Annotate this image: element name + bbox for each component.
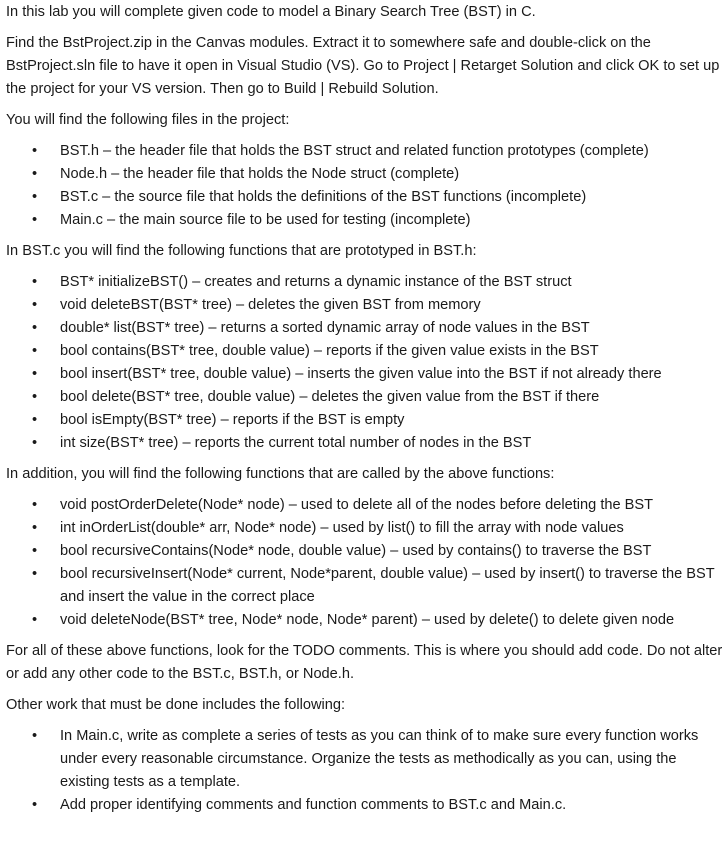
files-intro: You will find the following files in the project: [6,112,290,128]
files-list [6,140,723,232]
list-item: • bool recursiveContains(Node* node, double value) – used by contains() to traverse the BST [6,540,723,563]
list-item: • BST.h – the header file that holds the BST struct and related function prototypes (complete) [6,140,723,163]
todo-paragraph: For all of these above functions, look for the TODO comments. This is where you should add code. Do not alter or add any other code to the BST.c, BST.h, or Node.h. [6,643,723,682]
helpers-list [6,494,723,632]
list-item: • Add proper identifying comments and function comments to BST.c and Main.c. [6,794,723,817]
list-item: • BST.c – the source file that holds the definitions of the BST functions (incomplete) [6,186,723,209]
list-item: • bool insert(BST* tree, double value) – inserts the given value into the BST if not already there [6,363,723,386]
list-item: • bool isEmpty(BST* tree) – reports if the BST is empty [6,409,723,432]
list-item: • void postOrderDelete(Node* node) – used to delete all of the nodes before deleting the BST [6,494,723,517]
list-item: • int inOrderList(double* arr, Node* node) – used by list() to fill the array with node values [6,517,723,540]
intro-paragraph: In this lab you will complete given code to model a Binary Search Tree (BST) in C. [6,4,536,20]
functions-intro: In BST.c you will find the following functions that are prototyped in BST.h: [6,243,477,259]
helpers-intro: In addition, you will find the following functions that are called by the above functions: [6,466,555,482]
other-intro: Other work that must be done includes the following: [6,697,346,713]
other-list [6,725,723,817]
setup-paragraph: Find the BstProject.zip in the Canvas modules. Extract it to somewhere safe and double-click on the BstProject.sln file to have it open in Visual Studio (VS). Go to Project | Retarget Solution and click OK to set up the project for your VS version. Then go to Build | Rebuild Solution. [6,35,720,97]
list-item: • int size(BST* tree) – reports the current total number of nodes in the BST [6,432,723,455]
list-item: • In Main.c, write as complete a series of tests as you can think of to make sure every function works under every reasonable circumstance. Organize the tests as methodically as you can, using the existing tests as a template. [6,725,723,794]
list-item: • void deleteBST(BST* tree) – deletes the given BST from memory [6,294,723,317]
functions-list [6,271,723,455]
list-item: • BST* initializeBST() – creates and returns a dynamic instance of the BST struct [6,271,723,294]
list-item: • bool recursiveInsert(Node* current, Node*parent, double value) – used by insert() to traverse the BST and insert the value in the correct place [6,563,723,609]
list-item: • bool contains(BST* tree, double value) – reports if the given value exists in the BST [6,340,723,363]
list-item: • Main.c – the main source file to be used for testing (incomplete) [6,209,723,232]
list-item: • void deleteNode(BST* tree, Node* node, Node* parent) – used by delete() to delete given node [6,609,723,632]
list-item: • Node.h – the header file that holds the Node struct (complete) [6,163,723,186]
list-item: • bool delete(BST* tree, double value) – deletes the given value from the BST if there [6,386,723,409]
list-item: • double* list(BST* tree) – returns a sorted dynamic array of node values in the BST [6,317,723,340]
